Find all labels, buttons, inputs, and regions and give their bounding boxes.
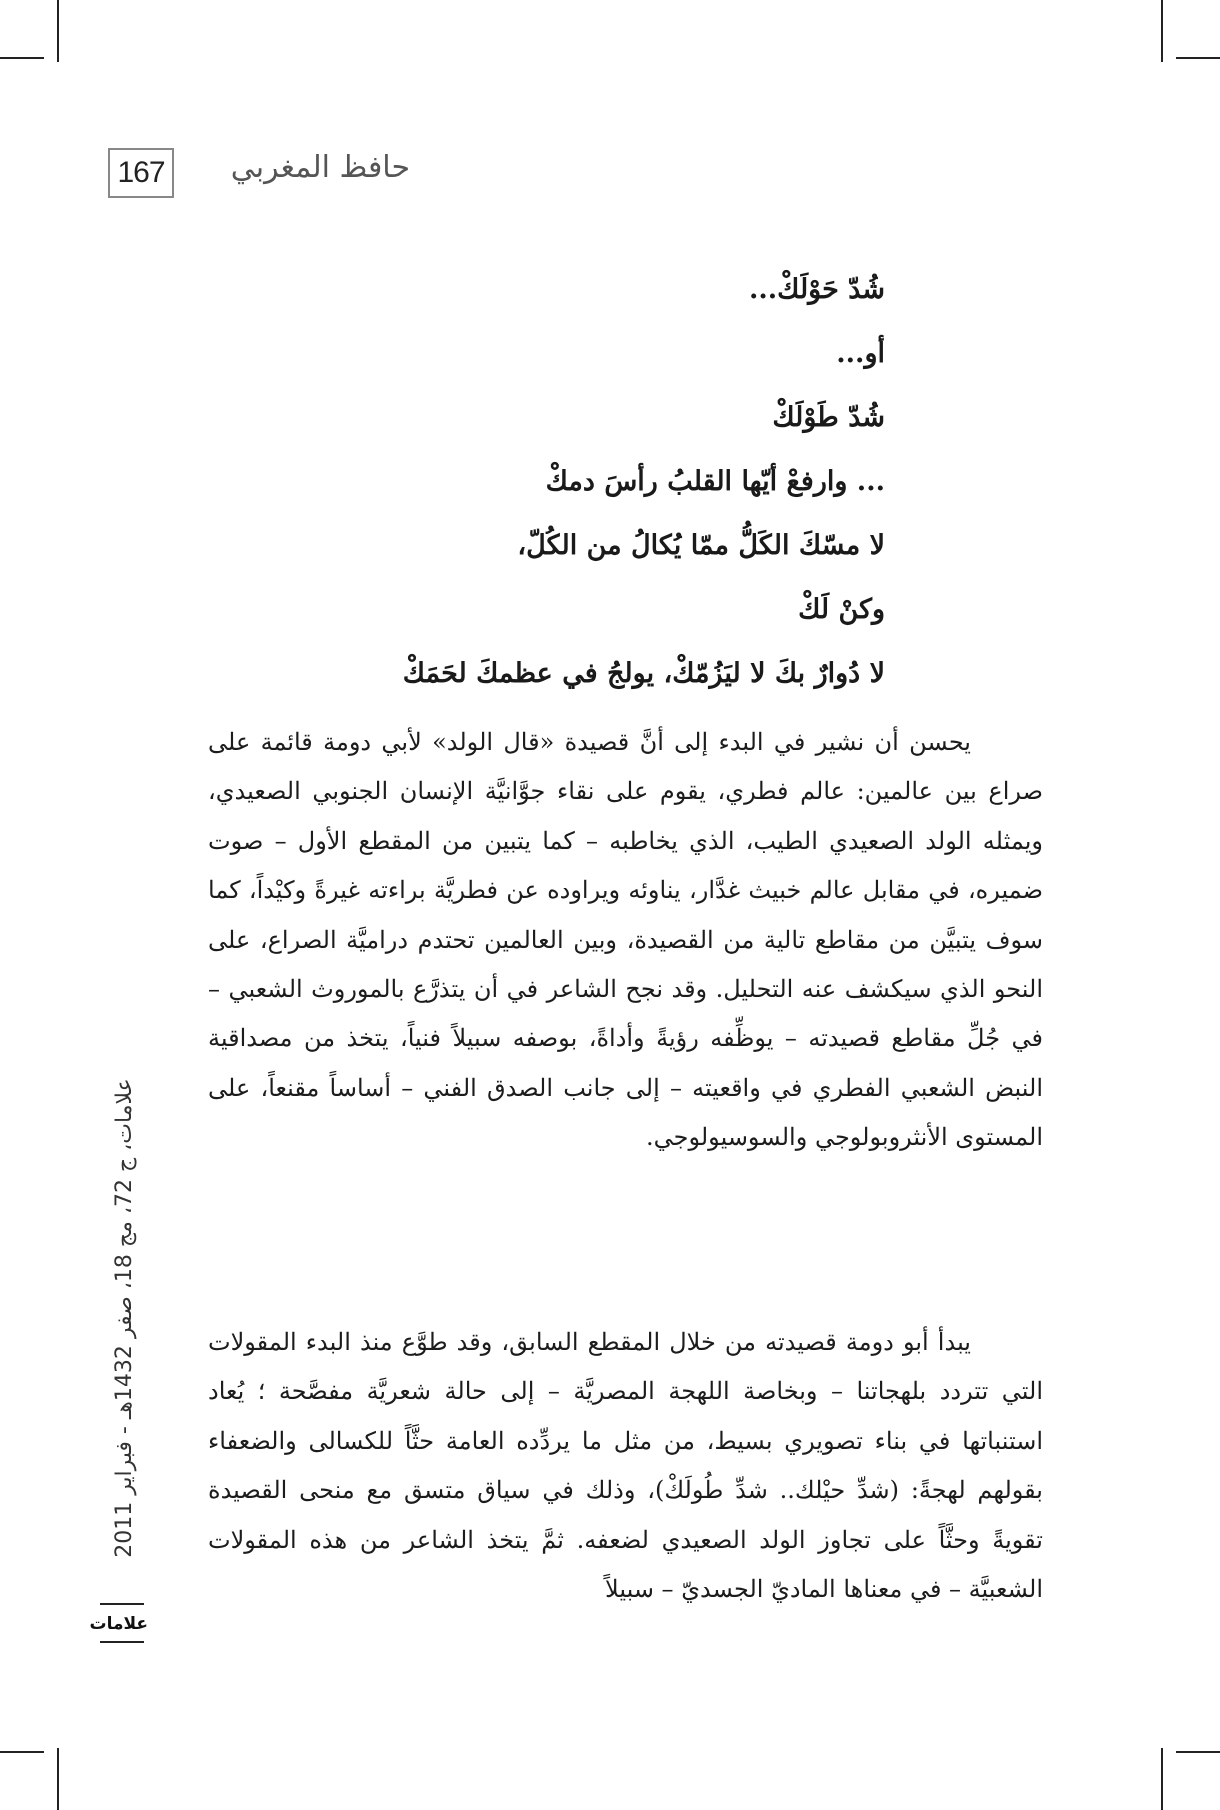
page-number-text: 167 (117, 156, 165, 189)
poem-line: وكنْ لَكْ (798, 594, 885, 625)
crop-mark-bottom-left (57, 1748, 59, 1810)
poem-line: أو... (836, 338, 885, 369)
running-title: حافظ المغربي (230, 150, 410, 185)
poem-stanza (325, 258, 885, 706)
body-paragraph: يحسن أن نشير في البدء إلى أنَّ قصيدة «قال الولد» لأبي دومة قائمة على صراع بين عالمين: عالم فطري، يقوم على نقاء جوَّانيَّة الإنسان الجنوبي الصعيدي، ويمثله الولد الصعيدي الطيب، الذي يخاطبه – كما يتبين من المقطع الأول – صوت ضميره، في مقابل عالم خبيث غدَّار، يناوئه ويراوده عن فطريَّة براءته غيرةً وكيْداً، كما سوف يتبيَّن من مقاطع تالية من القصيدة، وبين العالمين تحتدم دراميَّة الصراع، على النحو الذي سيكشف عنه التحليل. وقد نجح الشاعر في أن يتذرَّع بالموروث الشعبي – في جُلِّ مقاطع قصيدته – يوظِّفه رؤيةً وأداةً، بوصفه سبيلاً فنياً، يتخذ من مصداقية النبض الشعبي الفطري في واقعيته – إلى جانب الصدق الفني – أساساً مقنعاً، على المستوى الأنثروبولوجي والسوسيولوجي. (208, 728, 1043, 1152)
logo-rule (100, 1641, 144, 1643)
journal-citation: علامات، ج 72، مج 18، صفر 1432هـ - فبراير 2011 (112, 1078, 137, 1558)
poem-line: شُدّ طَوْلَكْ (772, 402, 885, 433)
crop-mark-top-right (1161, 0, 1163, 62)
crop-mark-bottom-right (1161, 1748, 1163, 1810)
crop-mark-top-left (0, 57, 44, 59)
crop-mark-top-left (57, 0, 59, 62)
poem-line: لا مسّكَ الكَلُّ ممّا يُكالُ من الكُلّ، (517, 530, 885, 561)
crop-mark-bottom-right (1176, 1751, 1220, 1753)
poem-line: شُدّ حَوْلَكْ... (748, 274, 885, 305)
crop-mark-bottom-left (0, 1751, 44, 1753)
poem-line: لا دُوارٌ بكَ لا ليَزُمّكْ، يولجُ في عظمكَ لحَمَكْ (402, 658, 885, 689)
journal-logo: علامات (89, 1614, 148, 1634)
body-paragraph: يبدأ أبو دومة قصيدته من خلال المقطع السابق، وقد طوَّع منذ البدء المقولات التي تتردد بلهجاتنا – وبخاصة اللهجة المصريَّة – إلى حالة شعريَّة مفصَّحة ؛ يُعاد استنباتها في بناء تصويري بسيط، من مثل ما يردِّده العامة حثَّاً للكسالى والضعفاء بقولهم لهجةً: (شدِّ حيْلك.. شدِّ طُولَكْ)، وذلك في سياق متسق مع منحى القصيدة تقويةً وحثَّاً على تجاوز الولد الصعيدي لضعفه. ثمَّ يتخذ الشاعر من هذه المقولات الشعبيَّة – في معناها الماديّ الجسديّ – سبيلاً (208, 1328, 1043, 1604)
logo-rule (100, 1603, 144, 1605)
poem-line: ... وارفعْ أيّها القلبُ رأسَ دمكْ (545, 466, 885, 497)
crop-mark-top-right (1176, 57, 1220, 59)
page-number (108, 148, 174, 198)
